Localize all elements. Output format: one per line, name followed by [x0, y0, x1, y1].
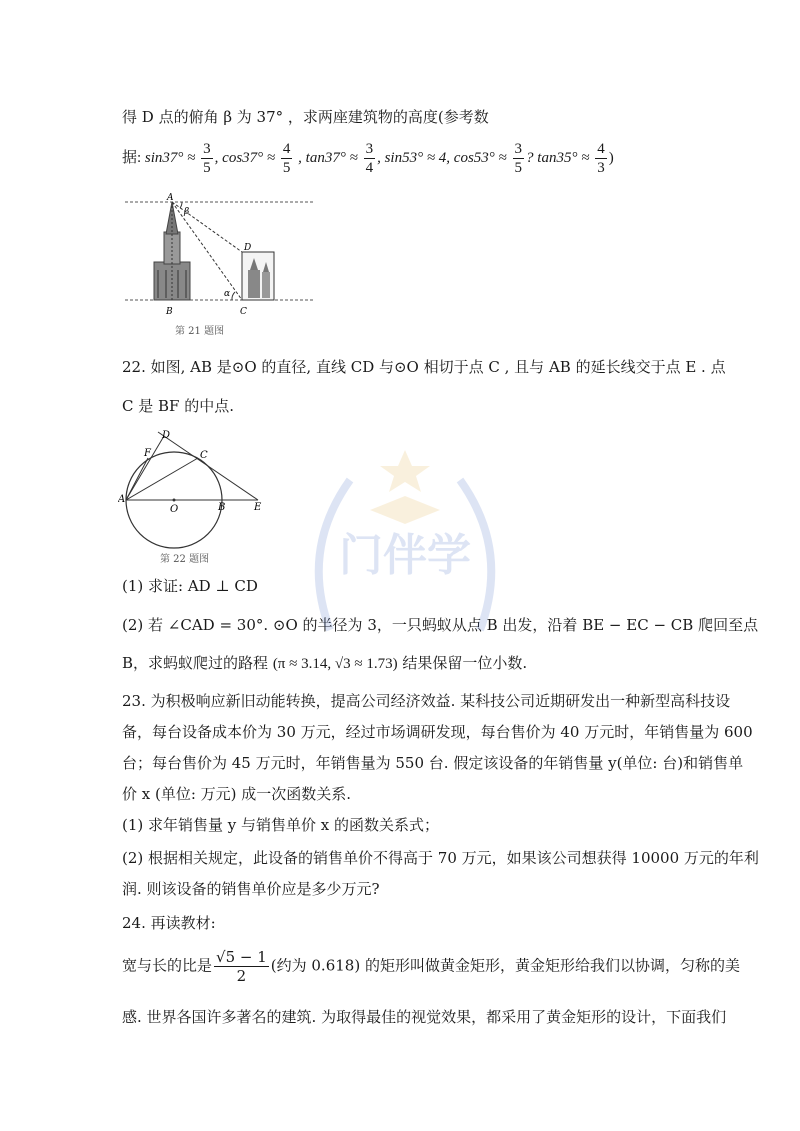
fig22-label-d: D: [162, 430, 171, 441]
figure-22: [118, 428, 278, 568]
q21-reference-values: 据: sin37° ≈ $\frac{3}{5}$ , cos37° ≈ $\frac{4}{5}$ , tan37° ≈ $\frac{3}{4}$ , sin53° ≈ 4, cos53° ≈ $\frac{3}{5}$ ? tan35° ≈ $\frac{4}{3}$ ): [122, 141, 614, 176]
q24-line1: 24. 再读教材:: [122, 914, 216, 932]
q23-part2-line1: (2) 根据相关规定，此设备的销售单价不得高于 70 万元，如果该公司想获得 10000 万元的年利: [122, 849, 759, 867]
q24-line3: 感. 世界各国许多著名的建筑. 为取得最佳的视觉效果，都采用了黄金矩形的设计，下面我们: [122, 1008, 727, 1026]
sin53-cos53-label: , sin53° ≈ 4, cos53° ≈: [377, 149, 511, 166]
fig21-label-alpha: α: [224, 289, 231, 299]
q23-part2-line2: 润. 则该设备的销售单价应是多少万元?: [122, 880, 380, 898]
q24-line2: 宽与长的比是 $\frac{√5 - 1}{2}$ (约为 0.618) 的矩形叫做黄金矩形，黄金矩形给我们以协调，匀称的美: [122, 948, 740, 985]
tan35-fraction: $\frac{4}{3}$: [597, 141, 605, 176]
sin37-label: sin37° ≈: [144, 149, 200, 166]
q23-line1: 23. 为积极响应新旧动能转换，提高公司经济效益. 某科技公司近期研发出一种新型高科技设: [122, 692, 731, 710]
sin37-fraction: $\frac{3}{5}$: [203, 141, 211, 176]
q23-line2: 备，每台设备成本价为 30 万元，经过市场调研发现，每台售价为 40 万元时，年销售量为 600: [122, 723, 753, 741]
q22-part2-line1: (2) 若 ∠CAD = 30°. ⊙O 的半径为 3，一只蚂蚁从点 B 出发，沿着 BE − EC − CB 爬回至点: [122, 616, 759, 634]
q23-line3: 台；每台售价为 45 万元时，年销售量为 550 台. 假定该设备的年销售量 y(单位: 台)和销售单: [122, 754, 744, 772]
q22-line1: 22. 如图, AB 是⊙O 的直径, 直线 CD 与⊙O 相切于点 C , 且与 AB 的延长线交于点 E . 点: [122, 358, 726, 376]
figure-21: [120, 192, 320, 340]
fig21-label-b: B: [166, 307, 173, 317]
fig22-label-b: B: [218, 502, 226, 513]
q23-line4: 价 x (单位: 万元) 成一次函数关系.: [122, 785, 352, 803]
q23-part1: (1) 求年销售量 y 与销售单价 x 的函数关系式；: [122, 816, 440, 834]
q22-line2: C 是 BF 的中点.: [122, 397, 234, 415]
tan37-label: , tan37° ≈: [294, 149, 362, 166]
fig22-label-a: A: [118, 494, 126, 505]
golden-ratio-fraction: $\frac{√5 - 1}{2}$: [216, 948, 267, 985]
fig21-caption: 第 21 题图: [175, 326, 225, 337]
fig21-label-beta: β: [184, 207, 190, 217]
q21-ref-prefix: 据:: [122, 149, 145, 166]
q22-approximations: (π ≈ 3.14, √3 ≈ 1.73): [272, 656, 398, 672]
fig22-caption: 第 22 题图: [160, 554, 210, 565]
watermark-text: 门伴学: [339, 530, 471, 581]
fig22-label-e: E: [254, 502, 262, 513]
watermark-logo: [290, 430, 520, 660]
q22-part2-line2: B，求蚂蚁爬过的路程 (π ≈ 3.14, √3 ≈ 1.73) 结果保留一位小数.: [122, 654, 528, 672]
fig22-label-c: C: [200, 450, 208, 461]
cos37-fraction: $\frac{4}{5}$: [282, 141, 291, 176]
fig22-label-f: F: [144, 448, 151, 459]
fig21-label-a: A: [167, 193, 174, 203]
fig21-label-d: D: [244, 243, 252, 253]
tan35-label: ? tan35° ≈: [526, 149, 594, 166]
cos53-fraction: $\frac{3}{5}$: [514, 141, 523, 176]
fig22-label-o: O: [170, 504, 179, 515]
cos37-label: , cos37° ≈: [214, 149, 279, 166]
tan37-fraction: $\frac{3}{4}$: [365, 141, 374, 176]
q22-part1: (1) 求证: AD ⊥ CD: [122, 577, 258, 595]
q21-line1: 得 D 点的俯角 β 为 37° ，求两座建筑物的高度(参考数: [122, 108, 489, 126]
fig21-label-c: C: [240, 307, 247, 317]
